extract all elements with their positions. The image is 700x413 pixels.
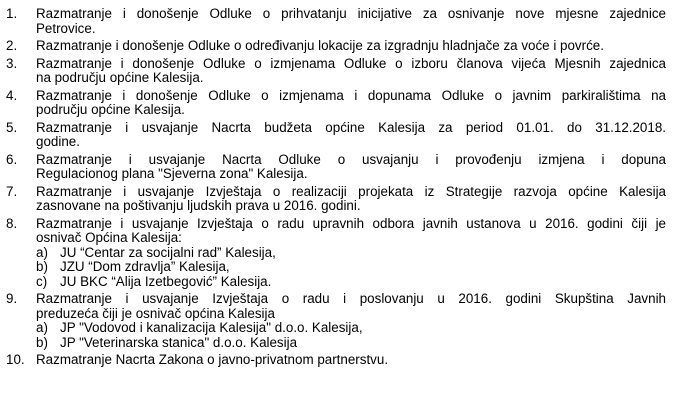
item-text-line: zasnovane na poštivanju ljudskih prava u 2016. godini. [36,198,361,213]
sub-item-letter: a) [36,320,48,335]
sub-item-letter: c) [36,273,48,289]
sub-item-text: JZU “Dom zdravlja” Kalesija, [60,259,230,274]
agenda-list [6,7,666,371]
agenda-item [6,185,666,214]
sub-item-letter: b) [36,334,48,350]
sub-item-text: JP "Veterinarska stanica" d.o.o. Kalesija [60,334,298,350]
sub-item [36,336,666,351]
item-number: 8. [6,215,18,231]
sub-item [36,246,666,261]
item-text-line: Regulacionog plana "Sjeverna zona" Kalesija. [36,166,308,181]
item-number: 5. [6,119,18,135]
item-text-line: Razmatranje i usvajanje Nacrta Odluke o usvajanju i provođenju izmjena i dopuna [36,151,666,167]
item-text-line: na području općine Kalesija. [36,70,204,85]
item-number: 9. [6,291,18,306]
item-number: 7. [6,183,18,199]
sub-item-text: JU “Centar za socijalni rad” Kalesija, [60,244,276,260]
item-number: 4. [6,87,18,103]
sub-item [36,321,666,336]
sub-item [36,275,666,290]
item-text-line: godine. [36,134,80,149]
item-text-line: Razmatranje i usvajanje Nacrta budžeta općine Kalesija za period 01.01. do 31.12.2018. [36,119,666,135]
item-text-line: Razmatranje i donošenje Odluke o određivanju lokacije za izgradnju hladnjače za voće i povrće. [36,38,604,53]
agenda-item [6,153,666,182]
item-text-line: Petrovice. [36,20,96,36]
item-text-line: Razmatranje i usvajanje Izvještaja o radu upravnih odbora javnih ustanova u 2016. godini čiji je [36,215,666,231]
item-number: 1. [6,6,18,21]
sub-item-letter: b) [36,259,48,274]
item-text-line: Razmatranje i usvajanje Izvještaja o realizaciji projekata iz Strategije razvoja općine Kalesija [36,183,666,199]
sub-item-letter: a) [36,244,48,260]
agenda-item [6,292,666,350]
agenda-item [6,89,666,118]
sub-item-text: JP "Vodovod i kanalizacija Kalesija" d.o.o. Kalesija, [60,320,363,335]
item-text-line: Razmatranje i donošenje Odluke o izmjenama i dopunama Odluke o javnim parkiralištima na [36,87,666,103]
item-text-line: Razmatranje Nacrta Zakona o javno-privatnom partnerstvu. [36,352,389,367]
agenda-item [6,57,666,86]
item-number: 3. [6,55,18,71]
item-text-line: području općine Kalesija. [36,102,185,117]
agenda-item [6,121,666,150]
agenda-item [6,39,666,54]
item-text-line: preduzeća čiji je osnivač općina Kalesija [36,305,275,321]
sub-item-text: JU BKC “Alija Izetbegović” Kalesija. [60,273,272,289]
item-text-line: Razmatranje i usvajanje Izvještaja o radu i poslovanju u 2016. godini Skupština Javnih [36,291,666,306]
item-text-line: Razmatranje i donošenje Odluke o izmjenama Odluke o izboru članova vijeća Mjesnih zajednica [36,55,666,71]
item-text-line: osnivač Općina Kalesija: [36,230,182,245]
agenda-item [6,7,666,36]
agenda-item [6,217,666,290]
agenda-item [6,353,666,368]
item-number: 10. [6,352,25,367]
item-number: 2. [6,38,18,53]
item-text-line: Razmatranje i donošenje Odluke o prihvatanju inicijative za osnivanje nove mjesne zajednice [36,6,666,21]
item-number: 6. [6,151,18,167]
sub-item [36,260,666,275]
